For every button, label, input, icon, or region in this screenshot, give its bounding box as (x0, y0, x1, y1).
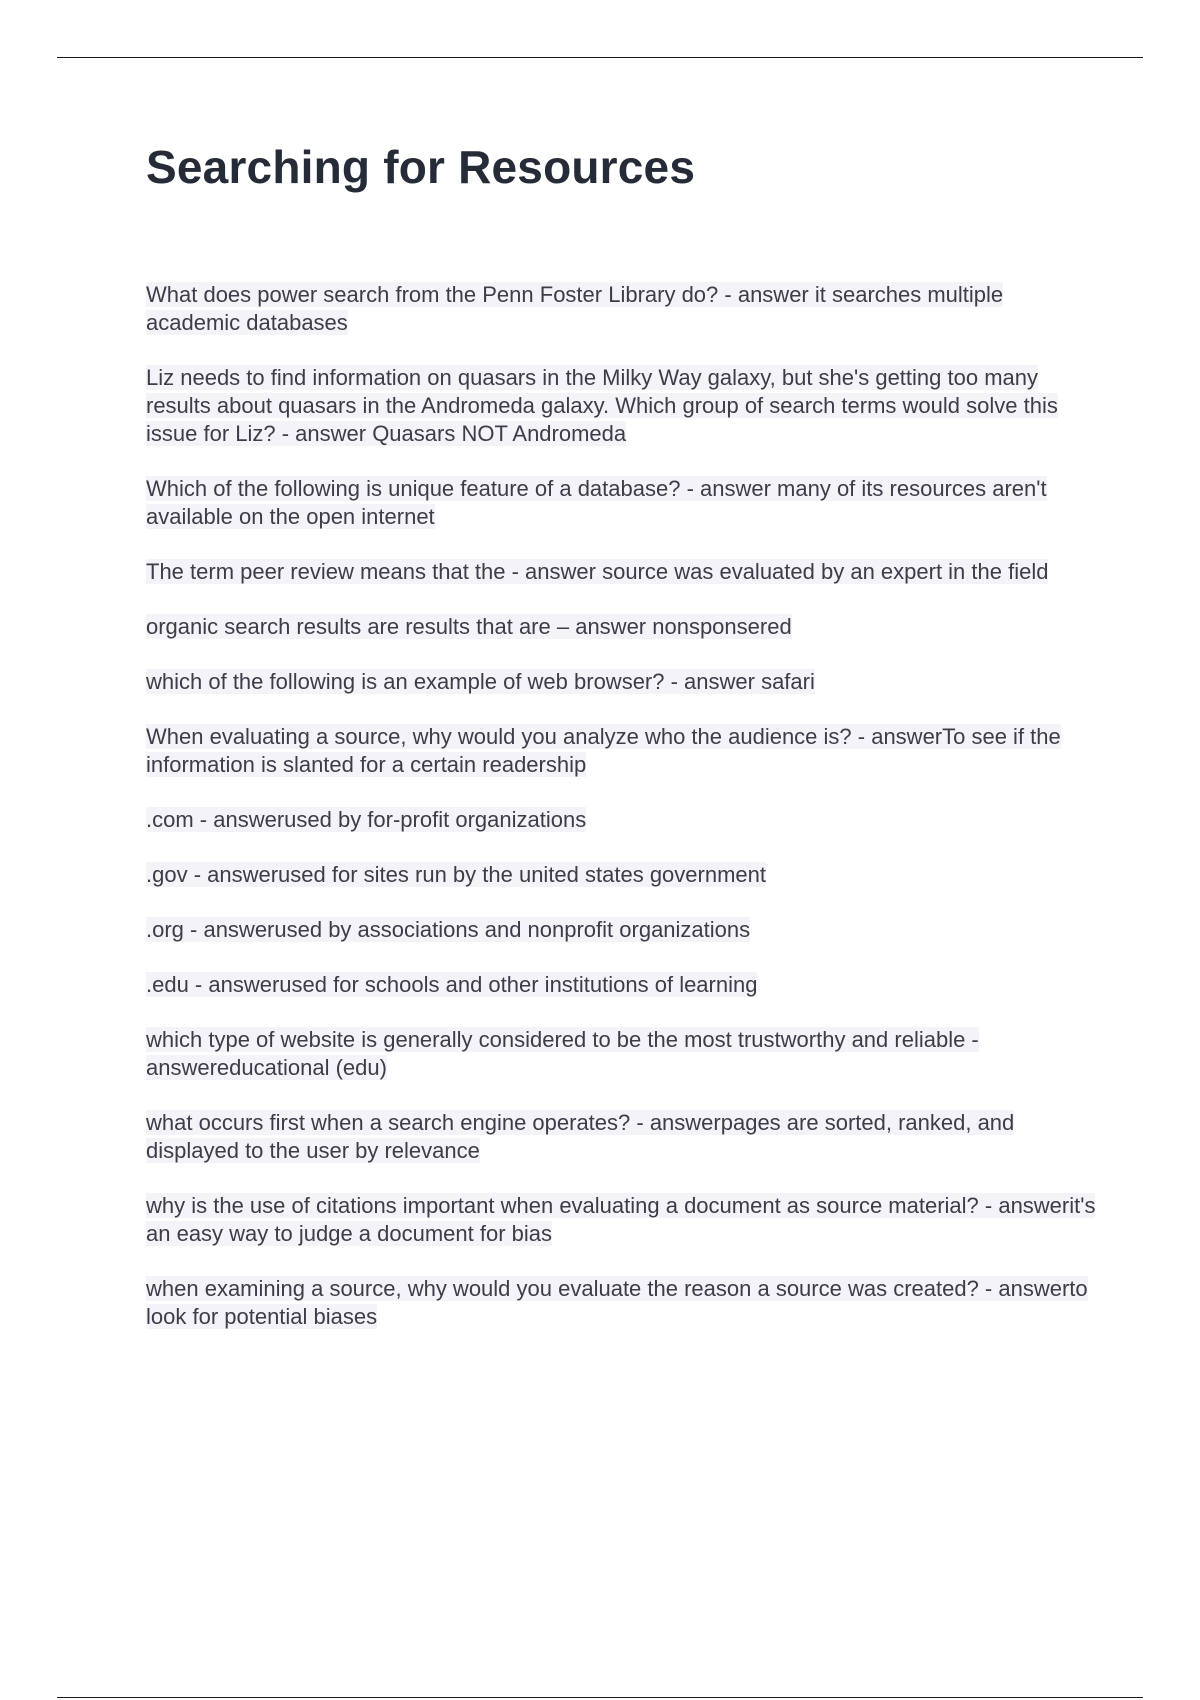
qa-item: What does power search from the Penn Foster Library do? - answer it searches multiple academic databases (146, 282, 1004, 336)
top-divider (57, 57, 1143, 58)
qa-item: Liz needs to find information on quasars in the Milky Way galaxy, but she's getting too many results about quasars in the Andromeda galaxy. Which group of search terms would solve this issue for Liz? - answer Quasars NOT Andromeda (146, 365, 1058, 447)
qa-item: Which of the following is unique feature of a database? - answer many of its resources aren't available on the open internet (146, 476, 1047, 530)
qa-item: .edu - answerused for schools and other institutions of learning (146, 972, 758, 998)
qa-item: why is the use of citations important when evaluating a document as source material? - answerit's an easy way to judge a document for bias (146, 1193, 1096, 1247)
bottom-divider (57, 1697, 1143, 1698)
qa-item: The term peer review means that the - answer source was evaluated by an expert in the field (146, 559, 1049, 585)
page-title: Searching for Resources (146, 141, 696, 193)
qa-item: which type of website is generally considered to be the most trustworthy and reliable - answereducational (edu) (146, 1027, 979, 1081)
document-body (146, 140, 1096, 1358)
qa-item: organic search results are results that are – answer nonsponsered (146, 614, 792, 640)
qa-item: .com - answerused by for-profit organizations (146, 807, 587, 833)
qa-item: .org - answerused by associations and nonprofit organizations (146, 917, 751, 943)
qa-item: which of the following is an example of web browser? - answer safari (146, 669, 815, 695)
qa-item: .gov - answerused for sites run by the united states government (146, 862, 766, 888)
qa-item: When evaluating a source, why would you analyze who the audience is? - answerTo see if the information is slanted for a certain readership (146, 724, 1061, 778)
qa-item: what occurs first when a search engine operates? - answerpages are sorted, ranked, and displayed to the user by relevance (146, 1110, 1015, 1164)
qa-item: when examining a source, why would you evaluate the reason a source was created? - answerto look for potential biases (146, 1276, 1088, 1330)
